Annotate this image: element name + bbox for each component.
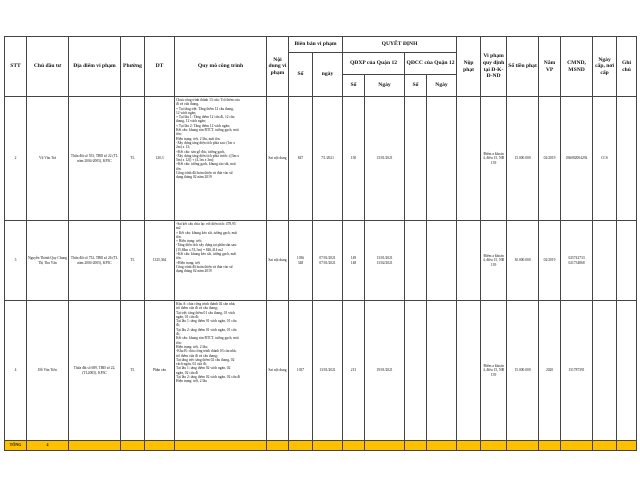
cell-id: 036082004292 [561,97,593,221]
scale-line: + Kết cấu: khung kèo sắt, tường gạch, mái [176,230,237,235]
scale-line: Kết cấu: khung sàn BTCT, tường gạch, mái [176,128,239,133]
cell-scale [175,301,267,441]
cell-fine: 30.000.000 [507,221,539,301]
header-content: Nội dung vi phạm [267,37,289,97]
header-rule: Vi phạm quy định tại Đ-K-Đ-ND [481,37,507,97]
cell-year: 02/2019 [539,221,561,301]
total-cell [121,441,145,451]
cell-qdcc-no [405,221,427,301]
header-issue: Ngày cấp, nơi cấp [593,37,617,97]
scale-line: Hiện trạng: trệt, 2 lầu [176,379,207,384]
cell-issue [593,221,617,301]
scale-line: 12 vách ngăn; [176,110,197,115]
scale-line: -Sai kết cấu chia lạc với diện tích: 478,95 [176,222,236,226]
cell-scale [175,97,267,221]
header-record-no: Số [289,53,313,97]
cell-qdxp-date-line: 13/02/2021 [376,260,393,265]
total-cell [617,441,637,451]
scale-line: đi; [176,332,180,337]
header-year: Năm VP [539,37,561,97]
scale-line: +Kết cấu: khung kèo sắt, tường gạch, mái [176,252,237,257]
scale-line: 2m) x 13; [176,145,190,150]
cell-rule: Điểm a khoản 4, điều 15, NĐ 139 [481,97,507,221]
cell-record-no: 847 [289,97,313,221]
header-qdxp: QĐXP của Quận 12 [343,53,405,75]
cell-paid [457,97,481,221]
total-row [5,441,637,451]
scale-line: tôn. [176,234,182,239]
cell-id: 151787391 [561,301,593,441]
table-body [5,97,637,451]
scale-line: -Xây dựng tăng diện tích phía trước: ((3m x [176,153,240,158]
cell-record-date: 7/1/2021 [313,97,343,221]
cell-record-date [313,221,343,301]
scale-line: vách ngăn, 02 cửa đi; [176,362,207,367]
cell-content: Sai nội dung [267,221,289,301]
scale-line: +Hiện trạng: trệt [176,260,200,265]
cell-qdcc-date [427,97,457,221]
scale-line: Tại trệt: tăng thêm 01 cầu thang, 01 vách [176,310,235,315]
header-ward: Phường [121,37,145,97]
header-qdcc-no: Số [405,75,427,97]
cell-area: Phần cán [145,301,175,441]
cell-ward: TL [121,97,145,221]
cell-paid [457,221,481,301]
total-label: TỔNG [5,441,27,451]
scale-line: + Tại lầu 1: Tầng thêm 12 cửa đi, 12 cầu [176,115,235,120]
scale-line: tôn; [176,132,182,137]
scale-line: tôn. [176,256,182,261]
scale-line: Kết cấu: khung sàn BTCT, tường gạch, mái [176,336,239,341]
scale-line: -Xây dựng tăng diện tích phía sau: (1m x [176,140,236,145]
scale-line: Công trình đã hoàn thiện và đưa vào sử [176,264,233,269]
scale-line: Tại lầu 1: tăng thêm 02 vách ngăn, 02 [176,366,231,371]
scale-line: + Tại tầng trệt: Tầng thêm 12 cầu thang, [176,106,234,111]
cell-area: 120,3 [145,97,175,221]
total-cell [267,441,289,451]
scale-line: -Khu B: chia công trình thành 03 căn nhà; [176,349,237,354]
cell-year: 2020 [539,301,561,441]
header-owner: Chủ đầu tư [27,37,69,97]
scale-line: đi; [176,323,180,328]
cell-id-line: 025742733 [568,256,585,261]
cell-qdxp-no-line: 148 [350,260,357,265]
scale-line: trổ thêm cửa đi và cầu thang; [176,353,218,358]
cell-qdcc-date [427,221,457,301]
total-cell [145,441,175,451]
scale-line: +Kết cấu: sàn gỗ đúc, tường gạch, [176,149,226,154]
header-qdcc-date: Ngày [427,75,457,97]
scale-line: Tại lầu 2: tăng thêm 02 vách ngăn, 02 cửa đi [176,375,241,380]
total-cell [427,441,457,451]
header-decision-group: QUYẾT ĐỊNH [343,37,457,53]
scale-line: dụng tháng 02 năm 2019 [176,269,212,274]
cell-qdxp-date: 13/01/2021 [365,97,405,221]
scale-line: Tại tầng trệt: tăng thêm 02 cầu thang, 02 [176,357,235,362]
cell-content: Sai nội dung [267,301,289,441]
cell-record-date: 13/01/2021 [313,301,343,441]
scale-line: dụng tháng 02 năm 2019 [176,175,212,180]
cell-record-no-line: 1036 [296,256,305,261]
scale-line: m2 [176,226,181,231]
cell-qdxp-no [343,221,365,301]
scale-line: + Hiện trạng: trệt; [176,239,202,244]
cell-id-line: 021734868 [568,260,585,265]
total-cell [69,441,121,451]
cell-ward: TL [121,301,145,441]
total-cell [405,441,427,451]
total-cell [343,441,365,451]
header-fine: Số tiền phạt [507,37,539,97]
cell-qdxp-date-line: 13/01/2021 [376,256,393,261]
cell-year: 02/2019 [539,97,561,221]
total-cell [539,441,561,451]
cell-location: Thửa đất số 689, TBĐ số 22, (TL2005), KP3C [69,301,121,441]
header-area: DT [145,37,175,97]
cell-area: 1325,364 [145,221,175,301]
cell-qdcc-no [405,97,427,221]
violation-table [4,36,637,451]
header-paid: Nộp phạt [457,37,481,97]
scale-line: + Tại lầu 2: Tầng thêm 12 vách ngăn; [176,123,230,128]
scale-line: +Kết cấu: tường gạch, khung sào sắt, mái [176,162,236,167]
total-cell [289,441,313,451]
cell-issue: CCS [593,97,617,221]
scale-line: Hiện trạng: trệt, 2 lầu; [176,344,208,349]
header-id: CMND, MSND [561,37,593,97]
header-qdcc: QĐCC của Quận 12 [405,53,457,75]
cell-qdxp-no: 213 [343,301,365,441]
scale-line: ngăn, 01 cửa đi; [176,314,200,319]
scale-line: Tại lầu 2: tăng thêm 01 vách ngăn, 01 cửa [176,327,237,332]
cell-stt: 2 [5,97,27,221]
scale-line: 5m) x 12)) + (4,1m x 3m); [176,158,215,163]
violation-report-sheet [4,36,636,451]
cell-record-no [289,221,313,301]
header-record-group: Biên bản vi phạm [289,37,343,53]
scale-line: trổ thêm cửa đi và cầu thang; [176,306,218,311]
cell-ward: TL [121,221,145,301]
scale-line: tôn; [176,340,182,345]
cell-stt: 4 [5,301,27,441]
cell-paid [457,301,481,441]
cell-qdxp-date [365,221,405,301]
cell-issue [593,301,617,441]
cell-location: Thửa đất số 752, TBĐ số 26 (TL năm 2004-2005), KP3C [69,221,121,301]
cell-stt: 3 [5,221,27,301]
total-cell [481,441,507,451]
cell-rule: Điểm a khoản 4, điều 15, NĐ 139 [481,221,507,301]
table-row [5,301,637,441]
scale-line: Tại lầu 1: tăng thêm 01 vách ngăn, 01 cửa [176,319,237,324]
header-location: Địa điểm vi phạm [69,37,121,97]
cell-note [617,97,637,221]
cell-qdxp-date: 19/01/2021 [365,301,405,441]
cell-fine: 15.000.000 [507,97,539,221]
cell-scale [175,221,267,301]
scale-line: -Tăng diện tích xây dựng tại phần sân sau: [176,243,238,248]
cell-note [617,301,637,441]
cell-content: Sai nội dung [267,97,289,221]
scale-line: Chưa công trình thành 13 cửa: Trổ thêm của [176,98,240,102]
cell-qdcc-date [427,301,457,441]
total-cell [457,441,481,451]
header-qdxp-date: Ngày [365,75,405,97]
header-stt: STT [5,37,27,97]
header-scale: Quy mô công trình [175,37,267,97]
header-record-date: ngày [313,53,343,97]
cell-owner: Nguyễn Thành Quy Chung Thị Thu Vân [27,221,69,301]
total-cell [593,441,617,451]
scale-line: thang, 12 vách ngăn; [176,119,206,124]
cell-owner: Đỗ Văn Tiến [27,301,69,441]
scale-line: tôn. [176,166,182,171]
scale-line: Công trình đã hoàn thiện và đưa vào sử [176,171,233,176]
total-count: 4 [27,441,69,451]
cell-rule: Điểm a khoản 4, điều 15, NĐ 139 [481,301,507,441]
total-cell [175,441,267,451]
total-cell [313,441,343,451]
header-note: Ghi chú [617,37,637,97]
cell-id [561,221,593,301]
total-cell [561,441,593,451]
total-cell [365,441,405,451]
cell-record-no-line: 348 [297,260,304,265]
total-cell [507,441,539,451]
cell-owner: Vũ Văn Trà [27,97,69,221]
cell-record-no: 1037 [289,301,313,441]
scale-line: Hiện trạng: trệt, 2 lầu, mái tôn. [176,136,221,141]
cell-record-date-line: 07/01/2021 [319,256,336,261]
cell-qdxp-no-line: 149 [350,256,357,261]
cell-location: Thửa đất số 553, TBĐ số 22 (TL năm 2004-2005), KP3C [69,97,121,221]
cell-qdxp-no: 150 [343,97,365,221]
scale-line: Khu A: chia công trình thành 02 căn nhà; [176,302,236,306]
table-row [5,97,637,221]
scale-line: (15,84m x 53,1m) = 846,414 m2 [176,247,223,252]
cell-record-date-line: 07/01/2021 [319,260,336,265]
table-row [5,221,637,301]
header-qdxp-no: Số [343,75,365,97]
cell-fine: 15.000.000 [507,301,539,441]
scale-line: đi và cửa thang, [176,102,199,107]
cell-qdcc-no [405,301,427,441]
scale-line: ngăn, 02 cửa đi [176,370,199,375]
cell-note [617,221,637,301]
